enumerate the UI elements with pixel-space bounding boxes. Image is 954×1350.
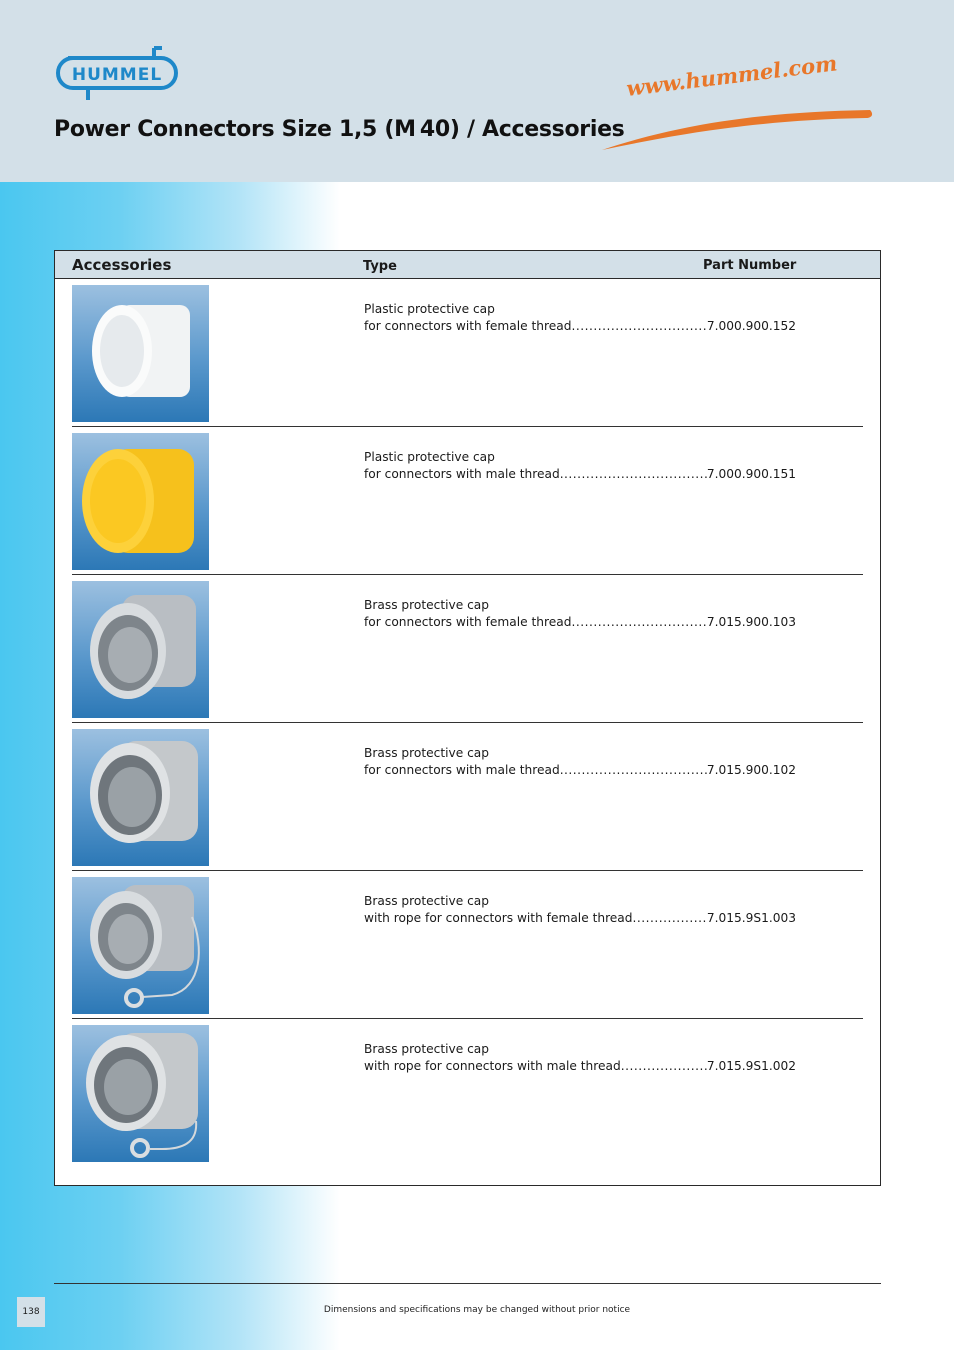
leader-dots	[633, 910, 707, 927]
hummel-logo-mark	[54, 44, 182, 102]
row-description	[364, 745, 796, 779]
logo-lettering: HUMMEL	[71, 65, 163, 85]
leader-dots	[571, 318, 706, 335]
row-detail: with rope for connectors with male thread	[364, 1059, 621, 1073]
website-link[interactable]: www.hummel.com	[624, 50, 839, 101]
part-number: 7.000.900.152	[706, 319, 796, 333]
table-row	[72, 871, 863, 1019]
table-row	[72, 575, 863, 723]
leader-dots	[560, 466, 707, 483]
part-number: 7.015.900.103	[706, 615, 796, 629]
part-number: 7.000.900.151	[706, 467, 796, 481]
hummel-logo	[54, 44, 182, 102]
row-title: Brass protective cap	[364, 894, 489, 908]
white-plastic-cap-icon	[72, 285, 209, 422]
row-title: Plastic protective cap	[364, 302, 495, 316]
row-detail: for connectors with male thread	[364, 763, 560, 777]
leader-dots	[560, 762, 707, 779]
brass-cap-male-icon	[72, 729, 209, 866]
table-row	[72, 427, 863, 575]
row-detail: with rope for connectors with female thread	[364, 911, 633, 925]
page-title: Power Connectors Size 1,5 (M 40) / Accessories	[54, 117, 625, 142]
brass-cap-female-icon	[72, 581, 209, 718]
table-header	[55, 251, 880, 279]
table-row	[72, 723, 863, 871]
row-description	[364, 597, 796, 631]
brass-cap-rope-male-icon	[72, 1025, 209, 1162]
accessories-table	[54, 250, 881, 1186]
table-row	[72, 279, 863, 427]
yellow-plastic-cap-icon	[72, 433, 209, 570]
row-description	[364, 301, 796, 335]
row-description	[364, 449, 796, 483]
row-title: Plastic protective cap	[364, 450, 495, 464]
row-detail: for connectors with female thread	[364, 319, 572, 333]
part-number: 7.015.900.102	[706, 763, 796, 777]
row-title: Brass protective cap	[364, 1042, 489, 1056]
row-detail: for connectors with female thread	[364, 615, 572, 629]
row-detail: for connectors with male thread	[364, 467, 560, 481]
row-title: Brass protective cap	[364, 598, 489, 612]
page-number: 138	[17, 1297, 45, 1327]
leader-dots	[571, 614, 706, 631]
leader-dots	[621, 1058, 707, 1075]
row-description	[364, 1041, 796, 1075]
row-description	[364, 893, 796, 927]
header-accessories: Accessories	[72, 256, 172, 274]
footer-divider	[54, 1283, 881, 1284]
table-row	[72, 1019, 863, 1166]
part-number: 7.015.9S1.002	[706, 1059, 796, 1073]
part-number: 7.015.9S1.003	[706, 911, 796, 925]
row-title: Brass protective cap	[364, 746, 489, 760]
header-type: Type	[363, 259, 397, 274]
brass-cap-rope-female-icon	[72, 877, 209, 1014]
footer-note: Dimensions and specifications may be changed without prior notice	[323, 1305, 631, 1315]
header-part-number: Part Number	[703, 258, 797, 273]
